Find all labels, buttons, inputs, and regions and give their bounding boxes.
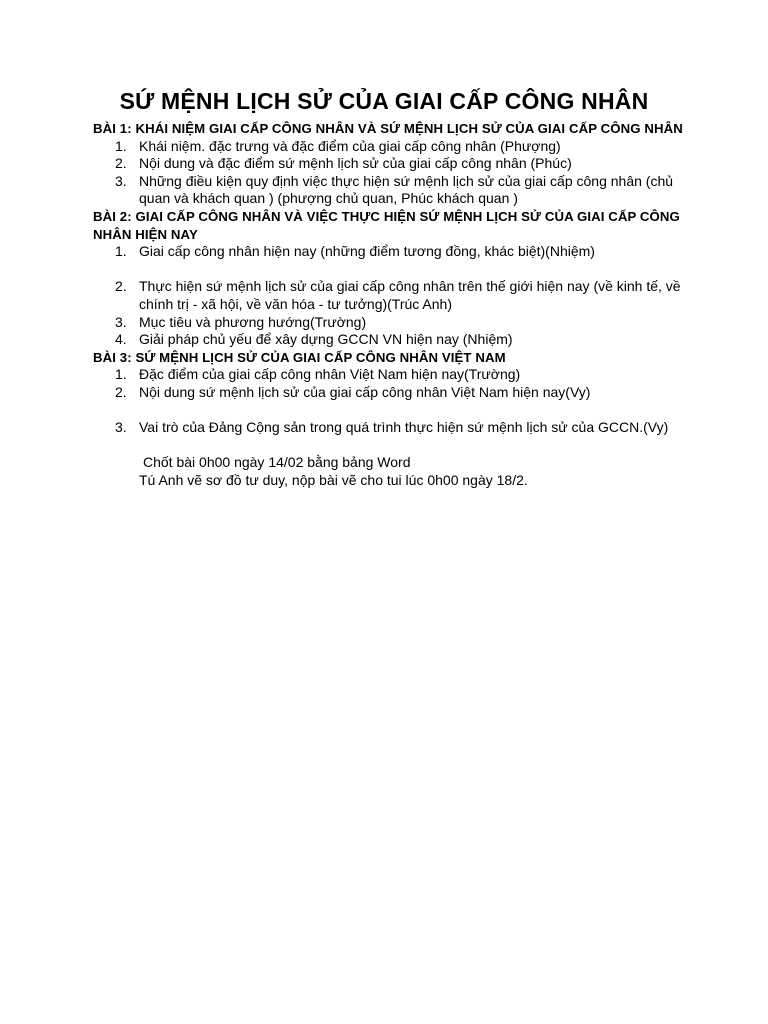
section-3-list [93, 366, 683, 436]
list-item-text: Nội dung sứ mệnh lịch sử của giai cấp công nhân Việt Nam hiện nay(Vy) [139, 383, 591, 400]
list-item-number: 3. [115, 313, 127, 330]
list-item-text: Khái niệm. đặc trưng và đặc điểm của giai cấp công nhân (Phượng) [139, 137, 561, 154]
deadline-note: Chốt bài 0h00 ngày 14/02 bằng bảng Word [143, 454, 411, 471]
section-heading-1: BÀI 1: KHÁI NIỆM GIAI CẤP CÔNG NHÂN VÀ SỨ MỆNH LỊCH SỬ CỦA GIAI CẤP CÔNG NHÂN [93, 121, 683, 136]
list-item [93, 278, 683, 313]
list-item-number: 1. [115, 366, 127, 383]
list-item-text: Những điều kiện quy định việc thực hiện sứ mệnh lịch sử của giai cấp công nhân (chủ quan và khách quan ) (phượng chủ quan, Phúc khách quan ) [139, 172, 674, 207]
list-item-number: 4. [115, 331, 127, 348]
list-item [93, 419, 683, 437]
list-item-number: 1. [115, 137, 127, 154]
list-item [93, 138, 683, 156]
list-item-text: Giải pháp chủ yếu để xây dựng GCCN VN hiện nay (Nhiệm) [139, 331, 513, 348]
list-item-text: Thực hiện sứ mệnh lịch sử của giai cấp công nhân trên thế giới hiện nay (về kinh tế, về chính trị - xã hội, về văn hóa - tư tưởng)(Trúc Anh) [139, 278, 681, 312]
list-item [93, 314, 683, 332]
list-item-number: 2. [115, 155, 127, 172]
list-item [93, 366, 683, 384]
list-item [93, 384, 683, 402]
list-item [93, 173, 683, 208]
list-item-text: Đặc điểm của giai cấp công nhân Việt Nam hiện nay(Trường) [139, 366, 521, 383]
list-item-text: Nội dung và đặc điểm sứ mệnh lịch sử của giai cấp công nhân (Phúc) [139, 155, 572, 172]
document-body [93, 120, 683, 489]
list-item-number: 2. [115, 278, 127, 295]
list-item [93, 155, 683, 173]
section-1-list [93, 138, 683, 208]
list-item-number: 1. [115, 243, 127, 260]
list-item [93, 331, 683, 349]
list-item-number: 2. [115, 383, 127, 400]
section-heading-3: BÀI 3: SỨ MỆNH LỊCH SỬ CỦA GIAI CẤP CÔNG NHÂN VIỆT NAM [93, 349, 506, 365]
list-item-text: Mục tiêu và phương hướng(Trường) [139, 313, 367, 330]
list-item [93, 243, 683, 261]
section-2-list [93, 243, 683, 349]
list-item-text: Vai trò của Đảng Cộng sản trong quá trình thực hiện sứ mệnh lịch sử của GCCN.(Vy) [139, 419, 669, 436]
list-item-number: 3. [115, 419, 127, 436]
list-item-number: 3. [115, 172, 127, 189]
section-heading-2: BÀI 2: GIAI CẤP CÔNG NHÂN VÀ VIỆC THỰC HIỆN SỨ MỆNH LỊCH SỬ CỦA GIAI CẤP CÔNG NHÂN HIỆN NAY [93, 208, 680, 242]
document-title: SỨ MỆNH LỊCH SỬ CỦA GIAI CẤP CÔNG NHÂN [119, 88, 649, 114]
assignment-note: Tú Anh vẽ sơ đồ tư duy, nộp bài vẽ cho tui lúc 0h00 ngày 18/2. [139, 471, 528, 488]
list-item-text: Giai cấp công nhân hiện nay (những điểm tương đồng, khác biệt)(Nhiệm) [139, 243, 595, 260]
